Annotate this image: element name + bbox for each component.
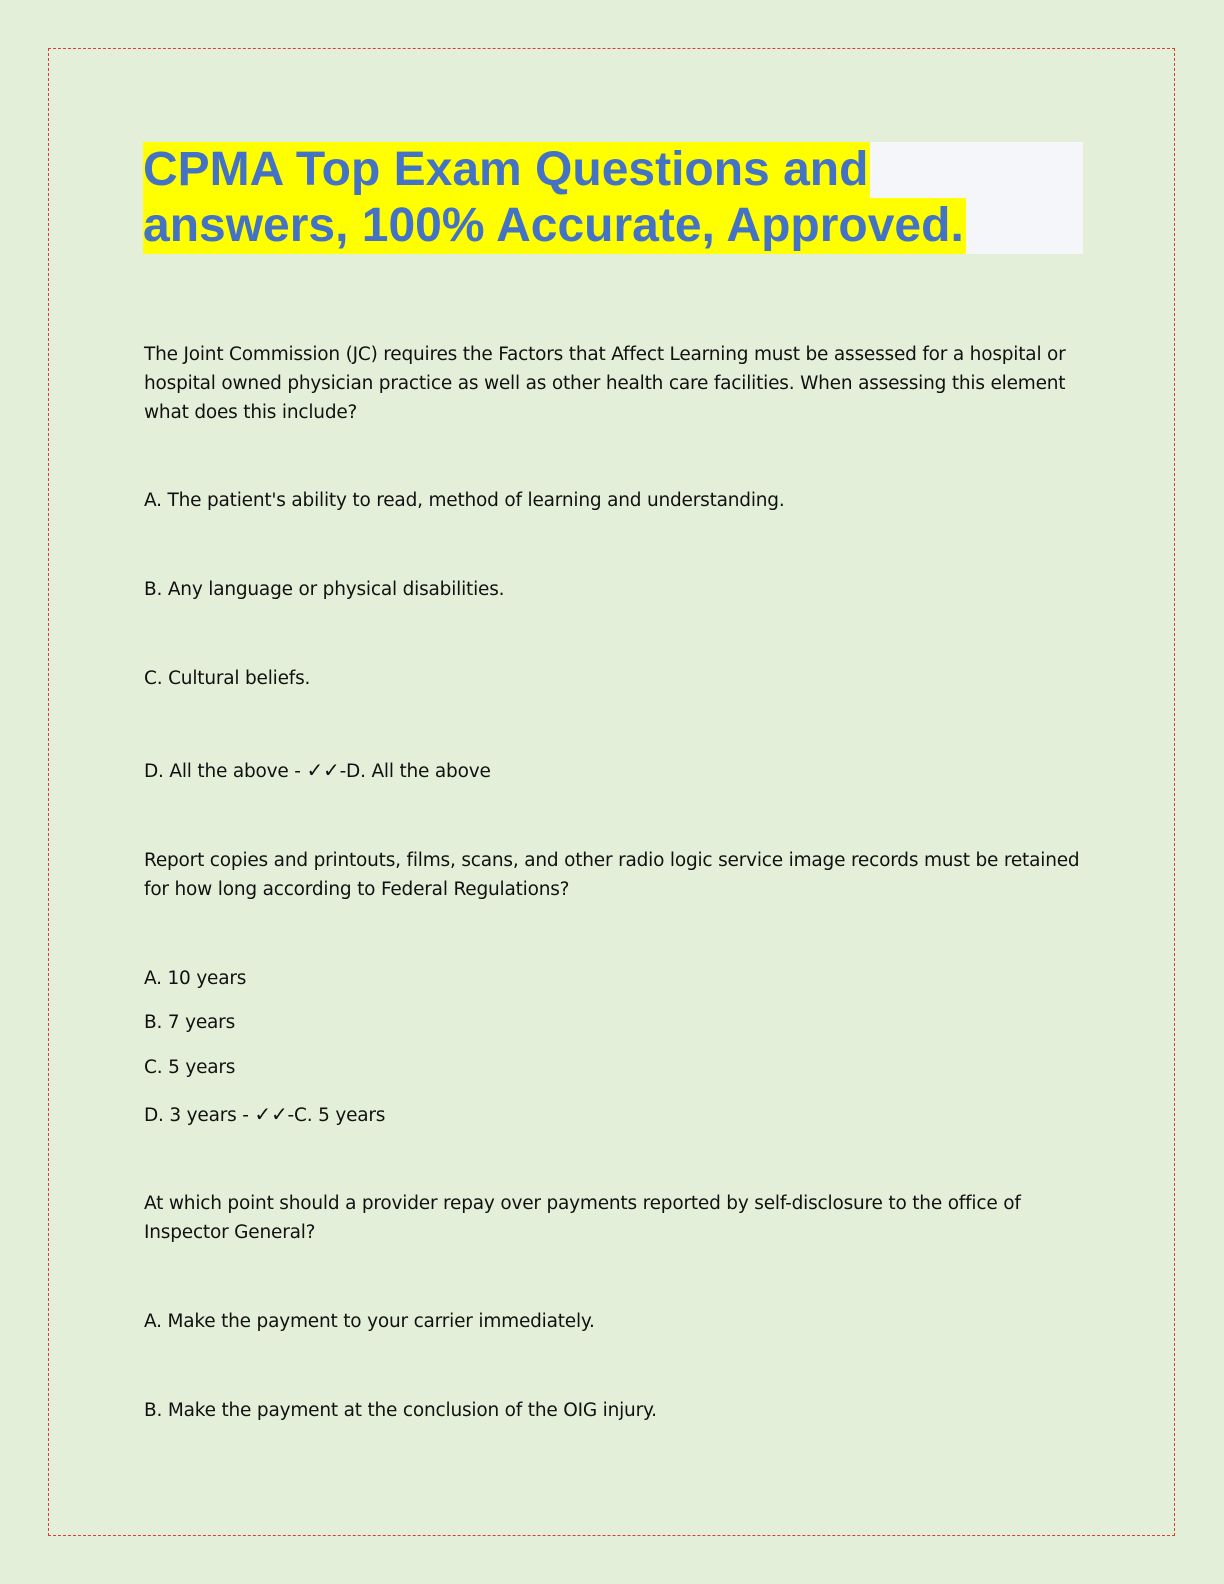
question-3-line-1: At which point should a provider repay over payments reported by self-disclosure to the office of: [144, 1193, 1021, 1214]
question-1-answer: -D. All the above: [339, 761, 491, 782]
question-2-option-d: [144, 1100, 385, 1130]
question-2-option-d-text: D. 3 years -: [144, 1105, 255, 1126]
question-2-option-b: B. 7 years: [144, 1012, 236, 1033]
question-1-line-3: what does this include?: [144, 402, 358, 423]
question-1-option-d: [144, 756, 491, 786]
question-2-option-c: C. 5 years: [144, 1057, 236, 1078]
title-line-1: CPMA Top Exam Questions and: [143, 143, 869, 196]
question-3-line-2: Inspector General?: [144, 1222, 316, 1243]
question-1-option-a: A. The patient's ability to read, method of learning and understanding.: [144, 490, 785, 511]
question-1-option-c: C. Cultural beliefs.: [144, 668, 311, 689]
question-1-line-2: hospital owned physician practice as well as other health care facilities. When assessing this element: [144, 373, 1066, 394]
question-1-option-d-text: D. All the above -: [144, 761, 307, 782]
question-3-option-b: B. Make the payment at the conclusion of the OIG injury.: [144, 1400, 657, 1421]
title-line-2: answers, 100% Accurate, Approved.: [143, 199, 964, 252]
question-1-option-b: B. Any language or physical disabilities.: [144, 579, 505, 600]
question-2-line-1: Report copies and printouts, films, scans, and other radio logic service image records must be retained: [144, 850, 1080, 871]
question-1-line-1: The Joint Commission (JC) requires the Factors that Affect Learning must be assessed for a hospital or: [144, 344, 1066, 365]
question-3-option-a: A. Make the payment to your carrier immediately.: [144, 1311, 595, 1332]
question-2-answer: -C. 5 years: [287, 1105, 386, 1126]
double-check-icon: ✓✓: [306, 758, 340, 782]
double-check-icon: ✓✓: [254, 1102, 288, 1126]
document-title: [143, 142, 966, 254]
question-2-option-a: A. 10 years: [144, 968, 247, 989]
question-2-line-2: for how long according to Federal Regulations?: [144, 879, 570, 900]
